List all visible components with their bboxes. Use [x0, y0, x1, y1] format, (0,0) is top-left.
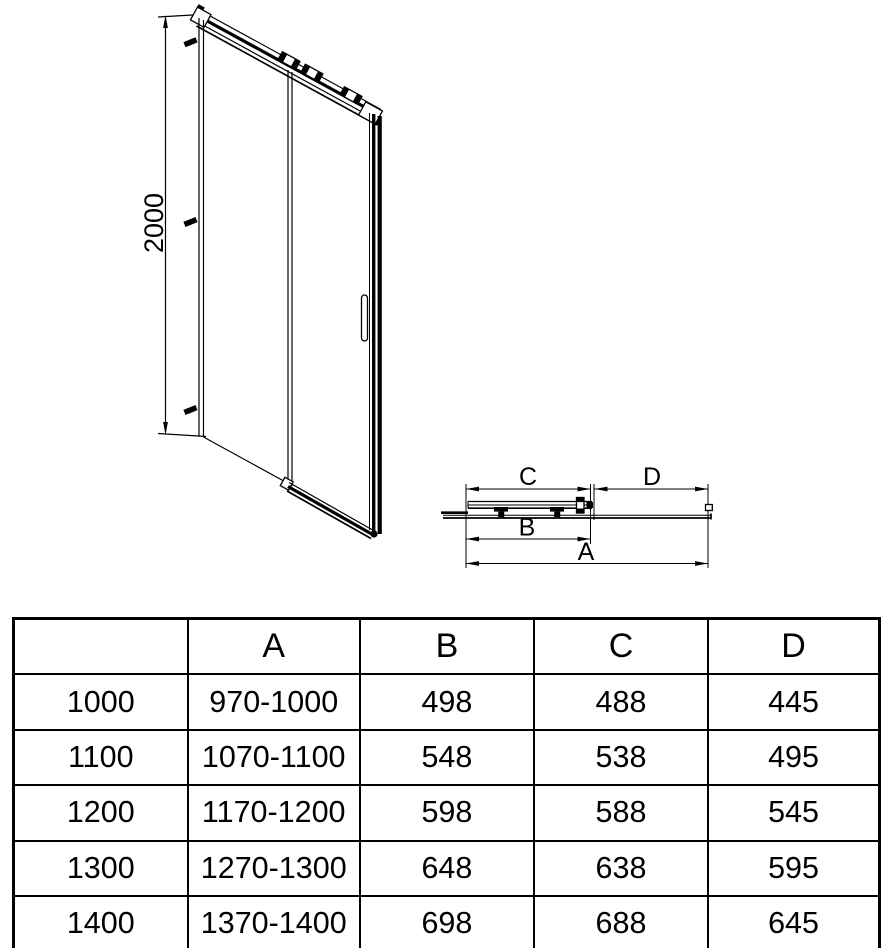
fixed-panel-edge: [199, 18, 204, 437]
table-row: [14, 674, 880, 729]
table-row: [14, 785, 880, 840]
cell-b: 498: [360, 674, 534, 729]
bottom-rail: [280, 477, 377, 538]
cell-d: 645: [708, 896, 879, 948]
dimension-a: [466, 538, 708, 566]
header-a: A: [188, 619, 360, 675]
dimension-d-label: D: [642, 463, 662, 491]
cell-c: 688: [534, 896, 708, 948]
cell-c: 488: [534, 674, 708, 729]
door-handle: [362, 295, 368, 341]
cell-a: 1370-1400: [188, 896, 360, 948]
right-wall-profile: [370, 113, 382, 534]
cell-a: 1170-1200: [188, 785, 360, 840]
rail-end-cap-left: [190, 7, 211, 27]
table-row: [14, 896, 880, 948]
cell-d: 495: [708, 730, 879, 785]
cell-c: 588: [534, 785, 708, 840]
header-b: B: [360, 619, 534, 675]
front-elevation: [139, 4, 382, 538]
cell-size: 1000: [14, 674, 188, 729]
cell-size: 1300: [14, 841, 188, 896]
cell-b: 598: [360, 785, 534, 840]
cell-d: 595: [708, 841, 879, 896]
bottom-glass-edge: [204, 437, 292, 485]
cell-c: 538: [534, 730, 708, 785]
table-row: [14, 730, 880, 785]
dimension-c-label: C: [518, 463, 538, 491]
top-view: [441, 463, 712, 568]
dimension-c: [466, 463, 591, 491]
cell-c: 638: [534, 841, 708, 896]
dimension-d: [595, 463, 709, 491]
cell-d: 545: [708, 785, 879, 840]
cell-size: 1200: [14, 785, 188, 840]
cell-d: 445: [708, 674, 879, 729]
cell-b: 648: [360, 841, 534, 896]
table-row: [14, 841, 880, 896]
cell-a: 1270-1300: [188, 841, 360, 896]
guide-bracket: [577, 498, 585, 514]
header-size: [14, 619, 188, 675]
dimensions-table: [12, 617, 881, 948]
height-dimension-label: 2000: [139, 192, 169, 253]
height-dimension: [139, 15, 206, 437]
cell-b: 698: [360, 896, 534, 948]
dimension-a-label: A: [577, 538, 595, 566]
cell-size: 1400: [14, 896, 188, 948]
header-c: C: [534, 619, 708, 675]
cell-a: 970-1000: [188, 674, 360, 729]
cell-a: 1070-1100: [188, 730, 360, 785]
top-rail: [190, 4, 382, 126]
table-header-row: [14, 619, 880, 675]
panel-divider: [288, 70, 292, 486]
cell-b: 548: [360, 730, 534, 785]
wall-brackets: [183, 37, 197, 415]
dimension-b-label: B: [518, 513, 536, 542]
header-d: D: [708, 619, 879, 675]
cell-size: 1100: [14, 730, 188, 785]
